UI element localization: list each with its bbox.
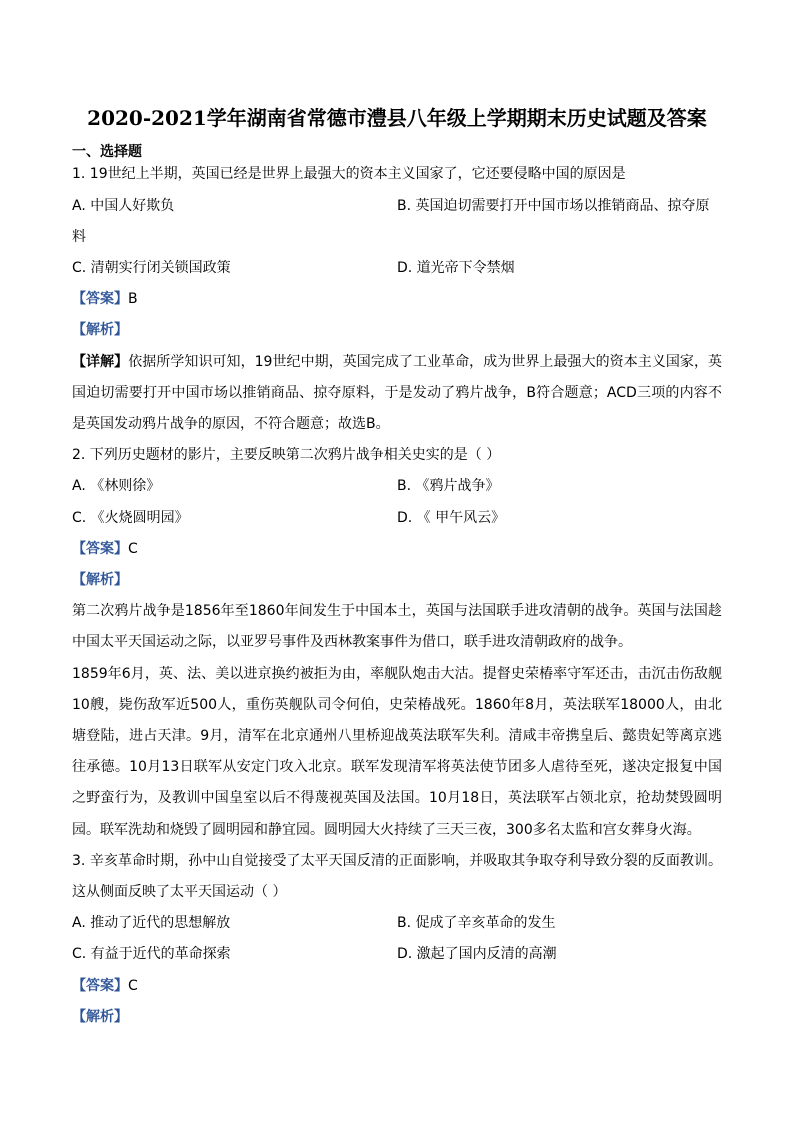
- question-3-option-c: C. 有益于近代的革命探索: [72, 946, 231, 962]
- question-2-analysis-line-4: 10艘，毙伤敌军近500人，重伤英舰队司令何伯，史荣椿战死。1860年8月，英法联军18000人，由北: [72, 697, 722, 713]
- section-heading: 一、选择题: [72, 144, 142, 160]
- detail-label: 【详解】: [72, 354, 129, 370]
- question-2-option-d: D. 《 甲午风云》: [397, 510, 506, 526]
- question-2-answer: [72, 539, 138, 559]
- question-2-option-b: B. 《鸦片战争》: [397, 478, 500, 494]
- question-2-analysis-line-7: 之野蛮行为，及教训中国皇室以后不得蔑视英国及法国。10月18日，英法联军占领北京，抢劫焚毁圆明: [72, 790, 722, 806]
- answer-value: B: [128, 291, 138, 307]
- question-1-detail-line-2: 国迫切需要打开中国市场以推销商品、掠夺原料，于是发动了鸦片战争，B符合题意；ACD三项的内容不: [72, 385, 722, 401]
- question-2-analysis-label: 【解析】: [72, 572, 128, 588]
- question-1-analysis-label: 【解析】: [72, 322, 128, 338]
- question-3-analysis-label: 【解析】: [72, 1009, 128, 1025]
- question-3-option-d: D. 激起了国内反清的高潮: [397, 946, 557, 962]
- question-2-analysis-line-3: 1859年6月，英、法、美以进京换约被拒为由，率舰队炮击大沽。提督史荣椿率守军还击，击沉击伤敌舰: [72, 666, 722, 682]
- question-1-option-c: C. 清朝实行闭关锁国政策: [72, 260, 231, 276]
- question-1-option-a: A. 中国人好欺负: [72, 198, 175, 214]
- question-2-option-a: A. 《林则徐》: [72, 478, 161, 494]
- question-3-stem-line-1: 3. 辛亥革命时期，孙中山自觉接受了太平天国反清的正面影响，并吸取其争取夺利导致分裂的反面教训。: [72, 853, 722, 869]
- question-2-option-c: C. 《火烧圆明园》: [72, 510, 189, 526]
- question-2-stem: 2. 下列历史题材的影片，主要反映第二次鸦片战争相关史实的是（ ）: [72, 447, 501, 463]
- question-1-detail-line-3: 是英国发动鸦片战争的原因，不符合题意；故选B。: [72, 416, 390, 432]
- answer-label: 【答案】: [72, 541, 128, 557]
- question-1-detail-line-1: 【详解】依据所学知识可知，19世纪中期，英国完成了工业革命，成为世界上最强大的资本主义国家，英: [72, 354, 723, 370]
- question-2-analysis-line-6: 往承德。10月13日联军从安定门攻入北京。联军发现清军将英法使节团多人虐待至死，遂决定报复中国: [72, 759, 722, 775]
- question-3-option-a: A. 推动了近代的思想解放: [72, 915, 231, 931]
- answer-value: C: [128, 978, 138, 994]
- question-1-option-b: B. 英国迫切需要打开中国市场以推销商品、掠夺原: [397, 198, 710, 214]
- question-1-stem: 1. 19世纪上半期，英国已经是世界上最强大的资本主义国家了，它还要侵略中国的原因是: [72, 166, 626, 182]
- question-1-answer: [72, 289, 138, 309]
- question-3-stem-line-2: 这从侧面反映了太平天国运动（ ）: [72, 884, 287, 900]
- answer-label: 【答案】: [72, 978, 128, 994]
- question-2-analysis-line-2: 中国太平天国运动之际，以亚罗号事件及西林教案事件为借口，联手进攻清朝政府的战争。: [72, 634, 632, 650]
- page-title: 2020-2021学年湖南省常德市澧县八年级上学期期末历史试题及答案: [87, 106, 707, 130]
- answer-label: 【答案】: [72, 291, 128, 307]
- question-1-option-b-cont: 料: [72, 229, 86, 245]
- question-2-analysis-line-5: 塘登陆，进占天津。9月，清军在北京通州八里桥迎战英法联军失利。清咸丰帝携皇后、懿贵妃等离京逃: [72, 728, 722, 744]
- question-2-analysis-line-8: 园。联军洗劫和烧毁了圆明园和静宜园。圆明园大火持续了三天三夜，300多名太监和宫女葬身火海。: [72, 822, 701, 838]
- question-3-option-b: B. 促成了辛亥革命的发生: [397, 915, 556, 931]
- question-3-answer: [72, 976, 138, 996]
- question-2-analysis-line-1: 第二次鸦片战争是1856年至1860年间发生于中国本土，英国与法国联手进攻清朝的战争。英国与法国趁: [72, 603, 722, 619]
- question-1-option-d: D. 道光帝下令禁烟: [397, 260, 515, 276]
- answer-value: C: [128, 541, 138, 557]
